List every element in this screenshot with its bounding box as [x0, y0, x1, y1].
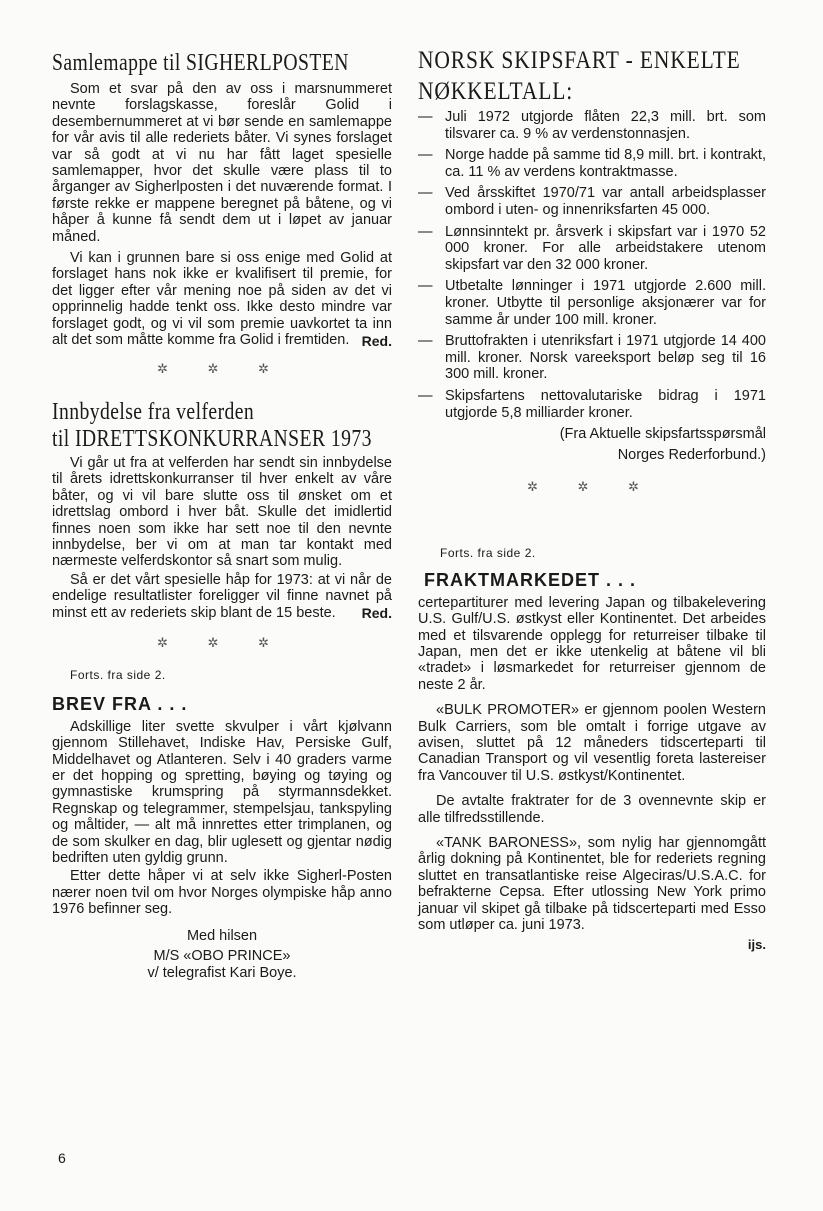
- section-heading-frakt: FRAKTMARKEDET . . .: [424, 569, 636, 590]
- closing-author: v/ telegrafist Kari Boye.: [147, 965, 297, 982]
- key-figures-list: [418, 109, 766, 421]
- list-item: — Juli 1972 utgjorde flåten 22,3 mill. brt. som tilsvarer ca. 9 % av verdenstonnasjen.: [418, 109, 766, 142]
- signature: Red.: [361, 332, 392, 349]
- signature: ijs.: [747, 937, 766, 953]
- list-item: — Ved årsskiftet 1970/71 var antall arbeidsplasser ombord i uten- og innenriksfarten 45 000.: [418, 185, 766, 218]
- separator-stars: ✲ ✲ ✲: [157, 634, 287, 650]
- paragraph: «TANK BARONESS», som nylig har gjennomgått årlig dokning på Kontinentet, ble for rederiets regning sluttet en transatlantiske reise Algeciras/U.S.A.C. for befrakterne Cepsa. Efter utlossing New York primo januar vil skipet gå tilbake på tidscerteparti med Esso som utløper ca. juni 1973.: [418, 835, 766, 934]
- left-column: [52, 0, 392, 982]
- continued-note: Forts. fra side 2.: [440, 546, 536, 561]
- paragraph: Så er det vårt spesielle håp for 1973: at vi når de endelige resultatlister foreligger vil finne navnet på minst ett av rederiets skip blant de 15 beste.: [52, 571, 392, 621]
- paragraph: certepartiturer med levering Japan og tilbakelevering U.S. Gulf/U.S. østkyst eller Kontinentet. Det arbeides med et tilsvarende opplegg for returreiser tilbake til Japan, men det er ikke utenkelig at båtene vil bli «tradet» i løsmarkedet for returreiser gjennom de neste 2 år.: [418, 594, 766, 693]
- paragraph: Vi går ut fra at velferden har sendt sin innbydelse til årets idrettskonkurranser til hver enkelt av våre båter, og vi vil bare slutte oss til ønsket om et idrettslag ombord i hver båt. Skulle det imidlertid finnes noen som ikke har sett noe til den nevnte innbydelse, ber vi om at man tar kontakt med nærmeste velferdskontor så snart som mulig.: [52, 454, 392, 570]
- section-heading-brev: BREV FRA . . .: [52, 693, 188, 714]
- article-title-innbydelse: Innbydelse fra velferden: [52, 398, 255, 425]
- separator-stars: ✲ ✲ ✲: [157, 360, 287, 376]
- list-item: — Lønnsinntekt pr. årsverk i skipsfart var i 1970 52 000 kroner. For alle arbeidstakere utenom skipsfart var den 32 000 kroner.: [418, 224, 766, 274]
- paragraph: «BULK PROMOTER» er gjennom poolen Western Bulk Carriers, som ble omtalt i forrige utgave av avisen, sluttet på 12 måneders tidscerteparti til Canadian Transport og vil vesentlig foreta lastereiser fra Vancouver til U.S. østkyst/Kontinentet.: [418, 702, 766, 784]
- article-title-nokkeltall: NØKKELTALL:: [418, 78, 574, 105]
- closing-ship: M/S «OBO PRINCE»: [153, 948, 291, 965]
- list-item: — Skipsfartens nettovalutariske bidrag i 1971 utgjorde 5,8 milliarder kroner.: [418, 388, 766, 421]
- right-column: [418, 0, 766, 952]
- article-title-samlemappe: Samlemappe til SIGHERLPOSTEN: [52, 50, 349, 76]
- list-item: — Norge hadde på samme tid 8,9 mill. brt. i kontrakt, ca. 11 % av verdens kontraktmasse.: [418, 147, 766, 180]
- source-line: Norges Rederforbund.): [617, 446, 766, 463]
- paragraph: Vi kan i grunnen bare si oss enige med Golid at forslaget hans nok ikke er kvalifisert til premie, for det ligger efter vår mening noe på siden av det vi opprinnelig hadde tenkt oss. Ikke desto mindre var forslaget godt, og vi vil som premie uavkortet ta inn alt det som måtte komme fra Golid i fremtiden.: [52, 250, 392, 349]
- paragraph: De avtalte fraktrater for de 3 ovennevnte skip er alle tilfredsstillende.: [418, 793, 766, 826]
- source-line: (Fra Aktuelle skipsfartsspørsmål: [559, 426, 766, 443]
- signature: Red.: [361, 604, 392, 621]
- paragraph: Adskillige liter svette skvulper i vårt kjølvann gjennom Stillehavet, Indiske Hav, Persiske Gulf, Middelhavet og Atlanteren. Selv i 40 graders varme er det hopping og spretting, bøying og tøying og gymnastiske krumspring på styrmannsdekket. Regnskap og telegrammer, stempelsjau, tankspyling og måltider, — alt må innrettes etter trimplanen, og de som skulker en dag, blir uglesett og gjentar nødig bedriften uten gyldig grunn.: [52, 718, 392, 867]
- page-number: 6: [58, 1150, 66, 1166]
- paragraph: Som et svar på den av oss i marsnummeret nevnte forslagskasse, foreslår Golid i desembernummeret at vi bør sende en samlemappe for vår avis til alle rederiets båter. Vi synes forslaget var så godt at vi nu har fått laget spesielle samlemapper, hvor det skulle være plass til to årganger av Sigherlposten i det nuværende format. I første rekke er mappene beregnet på båtene, og vi håper å kunne få sendt dem ut i løpet av januar måned.: [52, 81, 392, 245]
- article-title-skipsfart: NORSK SKIPSFART - ENKELTE: [418, 47, 741, 74]
- continued-note: Forts. fra side 2.: [70, 668, 166, 683]
- paragraph: Etter dette håper vi at selv ikke Sigherl-Posten nærer noen tvil om hvor Norges olympiske håp anno 1976 befinner seg.: [52, 868, 392, 918]
- article-title-idrett: til IDRETTSKONKURRANSER 1973: [52, 425, 372, 452]
- list-item: — Bruttofrakten i utenriksfart i 1971 utgjorde 14 400 mill. kroner. Norsk vareeksport beløp seg til 16 300 mill. kroner.: [418, 333, 766, 383]
- separator-stars: ✲ ✲ ✲: [527, 478, 657, 494]
- closing-greeting: Med hilsen: [186, 927, 258, 944]
- list-item: — Utbetalte lønninger i 1971 utgjorde 2.600 mill. kroner. Utbytte til personlige aksjonærer var for samme år under 100 mill. kroner.: [418, 278, 766, 328]
